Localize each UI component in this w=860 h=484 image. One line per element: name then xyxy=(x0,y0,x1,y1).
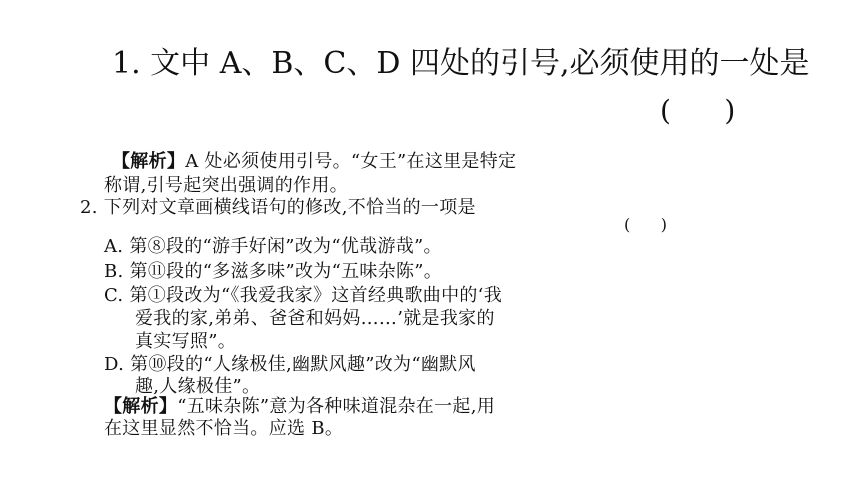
question-2-stem: 2. 下列对文章画横线语句的修改,不恰当的一项是 xyxy=(80,197,476,218)
option-c-line-3: 真实写照”。 xyxy=(135,331,237,352)
analysis-2-line-1 xyxy=(104,395,495,419)
analysis-1-tag: 【解析】 xyxy=(112,151,186,172)
question-1-answer-paren: ( ) xyxy=(660,94,736,127)
option-c-line-2: 爱我的家,弟弟、爸爸和妈妈……’就是我家的 xyxy=(135,308,495,329)
option-d-line-2: 趣,人缘极佳”。 xyxy=(135,376,261,397)
question-1-title: 1. 文中 A、B、C、D 四处的引号,必须使用的一处是 xyxy=(112,46,810,81)
analysis-2-line-2: 在这里显然不恰当。应选 B。 xyxy=(104,418,344,439)
analysis-1-line-1 xyxy=(112,150,516,174)
question-2-answer-paren: ( ) xyxy=(624,215,667,234)
analysis-1-line-2: 称谓,引号起突出强调的作用。 xyxy=(104,175,348,196)
analysis-2-text-1: “五味杂陈”意为各种味道混杂在一起,用 xyxy=(177,396,496,417)
analysis-1-text-1: A 处必须使用引号。“女王”在这里是特定 xyxy=(185,151,517,172)
analysis-2-tag: 【解析】 xyxy=(104,396,178,417)
option-a: A. 第⑧段的“游手好闲”改为“优哉游哉”。 xyxy=(104,236,442,257)
option-c-line-1: C. 第①段改为“《我爱我家》这首经典歌曲中的‘我 xyxy=(104,285,502,306)
option-d-line-1: D. 第⑩段的“人缘极佳,幽默风趣”改为“幽默风 xyxy=(104,354,476,375)
option-b: B. 第⑪段的“多滋多味”改为“五味杂陈”。 xyxy=(104,261,443,282)
